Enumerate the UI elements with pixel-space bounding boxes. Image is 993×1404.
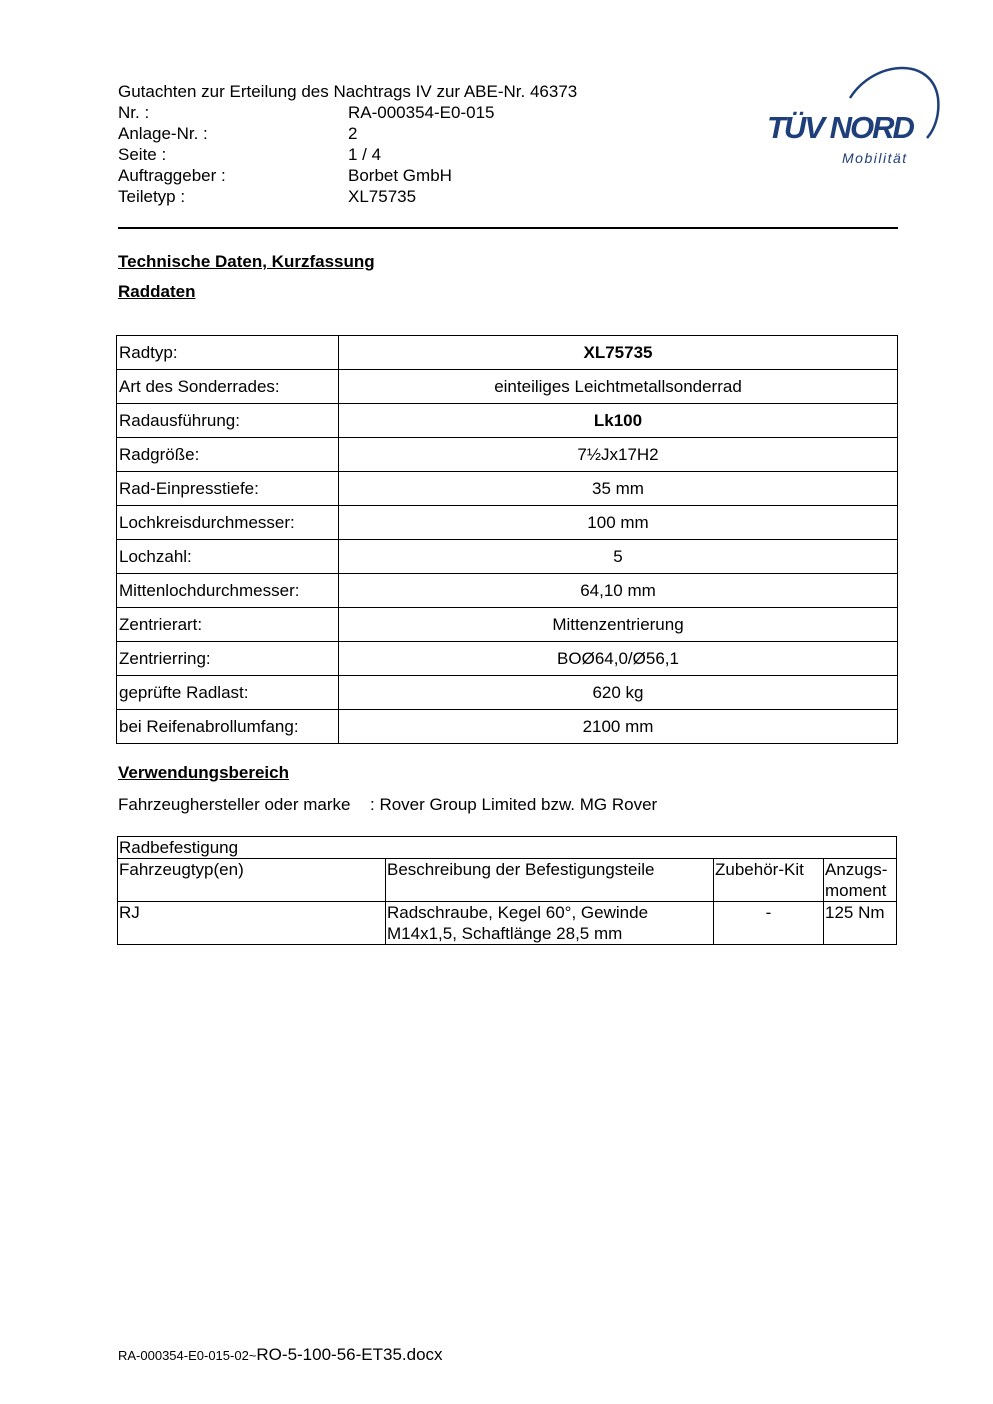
vehicle-maker-line	[118, 795, 657, 815]
row-value: 7½Jx17H2	[339, 438, 898, 472]
column-header: Anzugs- moment	[824, 859, 897, 902]
column-header: Fahrzeugtyp(en)	[118, 859, 386, 902]
table-row	[118, 902, 897, 945]
logo-wordmark: TÜV NORD	[767, 110, 913, 145]
row-value: Mittenzentrierung	[339, 608, 898, 642]
table-cell: -	[714, 902, 824, 945]
header-title: Gutachten zur Erteilung des Nachtrags IV zur ABE-Nr. 46373	[118, 82, 578, 101]
row-value: 5	[339, 540, 898, 574]
header-value: 1 / 4	[348, 145, 382, 164]
row-label: Radgröße:	[117, 438, 339, 472]
row-label: Radtyp:	[117, 336, 339, 370]
row-label: bei Reifenabrollumfang:	[117, 710, 339, 744]
header-label: Auftraggeber :	[118, 166, 226, 185]
table-title: Radbefestigung	[118, 837, 897, 859]
header-row-teiletyp	[118, 186, 577, 207]
column-header: Zubehör-Kit	[714, 859, 824, 902]
row-label: Lochkreisdurchmesser:	[117, 506, 339, 540]
row-label: Mittenlochdurchmesser:	[117, 574, 339, 608]
section-heading-raddaten: Raddaten	[118, 282, 196, 301]
header-value: Borbet GmbH	[348, 166, 452, 185]
row-value: BOØ64,0/Ø56,1	[339, 642, 898, 676]
radbefestigung-table	[117, 836, 897, 945]
document-header	[118, 81, 577, 207]
header-row-auftraggeber	[118, 165, 577, 186]
row-value: 64,10 mm	[339, 574, 898, 608]
table-row	[117, 574, 898, 608]
header-row-seite	[118, 144, 577, 165]
table-row	[117, 370, 898, 404]
table-row	[117, 676, 898, 710]
header-label: Teiletyp :	[118, 187, 186, 206]
row-value: XL75735	[339, 336, 898, 370]
maker-value: : Rover Group Limited bzw. MG Rover	[370, 795, 658, 814]
logo-subtitle: Mobilität	[842, 150, 908, 166]
footer-file: RO-5-100-56-ET35.docx	[256, 1345, 443, 1364]
header-value: RA-000354-E0-015	[348, 103, 495, 122]
header-label: Seite :	[118, 145, 167, 164]
row-label: Zentrierring:	[117, 642, 339, 676]
row-value: Lk100	[339, 404, 898, 438]
header-value: XL75735	[348, 187, 417, 206]
table-cell: Radschraube, Kegel 60°, Gewinde M14x1,5, Schaftlänge 28,5 mm	[386, 902, 714, 945]
footer-prefix: RA-000354-E0-015-02~	[118, 1348, 257, 1363]
table-row	[117, 608, 898, 642]
row-value: 620 kg	[339, 676, 898, 710]
header-label: Nr. :	[118, 103, 150, 122]
tuv-nord-logo	[762, 58, 942, 170]
table-row	[117, 540, 898, 574]
header-row-anlage	[118, 123, 577, 144]
row-value: 2100 mm	[339, 710, 898, 744]
table-row	[117, 506, 898, 540]
table-cell: RJ	[118, 902, 386, 945]
row-label: Rad-Einpresstiefe:	[117, 472, 339, 506]
footer-filename	[118, 1345, 443, 1365]
section-heading-verwendungsbereich: Verwendungsbereich	[118, 763, 289, 782]
table-row	[117, 472, 898, 506]
row-label: geprüfte Radlast:	[117, 676, 339, 710]
row-label: Lochzahl:	[117, 540, 339, 574]
raddaten-table	[116, 335, 898, 744]
header-divider	[118, 227, 898, 229]
row-label: Art des Sonderrades:	[117, 370, 339, 404]
row-value: 100 mm	[339, 506, 898, 540]
header-label: Anlage-Nr. :	[118, 124, 208, 143]
header-row-nr	[118, 102, 577, 123]
table-row	[117, 710, 898, 744]
table-row	[117, 438, 898, 472]
table-header-row	[118, 859, 897, 902]
section-heading-technische-daten: Technische Daten, Kurzfassung	[118, 252, 375, 271]
table-row	[117, 642, 898, 676]
table-title-row	[118, 837, 897, 859]
table-cell: 125 Nm	[824, 902, 897, 945]
column-header: Beschreibung der Befestigungsteile	[386, 859, 714, 902]
table-row	[117, 336, 898, 370]
maker-label: Fahrzeughersteller oder marke	[118, 795, 351, 814]
row-value: einteiliges Leichtmetallsonderrad	[339, 370, 898, 404]
row-label: Zentrierart:	[117, 608, 339, 642]
table-row	[117, 404, 898, 438]
row-value: 35 mm	[339, 472, 898, 506]
row-label: Radausführung:	[117, 404, 339, 438]
header-value: 2	[348, 124, 358, 143]
